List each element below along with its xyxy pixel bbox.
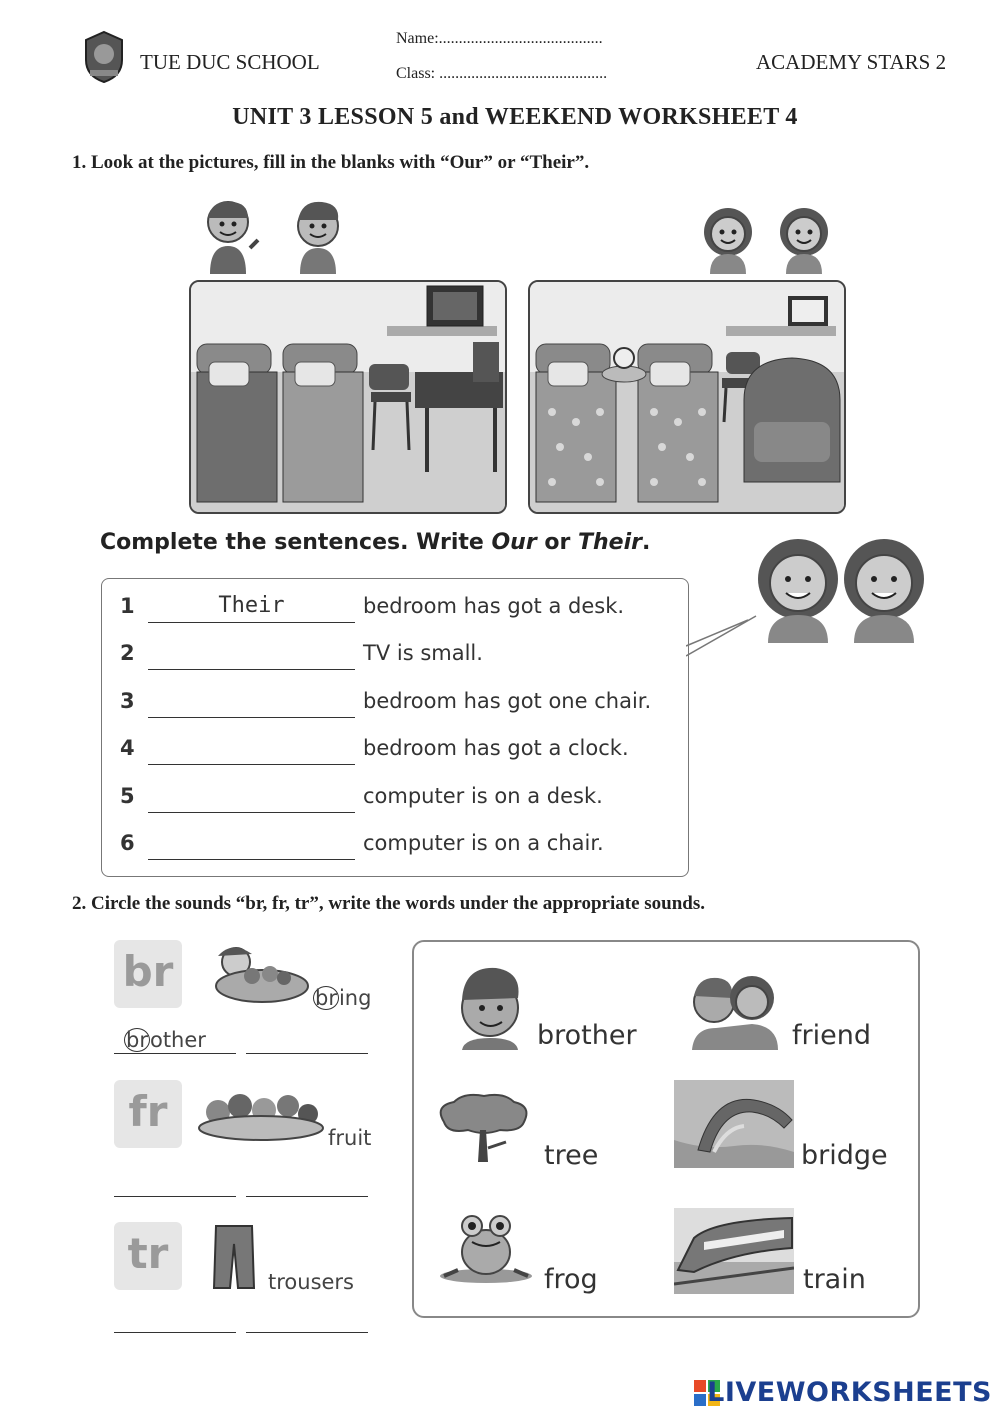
speech-bubble-tail bbox=[686, 612, 758, 662]
girl-bringing-fruit-illustration bbox=[192, 940, 312, 1010]
word-frog: frog bbox=[544, 1264, 598, 1295]
class-field[interactable]: Class: .......................................... bbox=[396, 65, 608, 82]
trousers-illustration bbox=[212, 1224, 256, 1290]
boy-with-cap-illustration bbox=[288, 196, 350, 274]
train-picture bbox=[674, 1208, 794, 1294]
liveworksheets-brand: LIVEWORKSHEETS bbox=[707, 1377, 992, 1408]
bridge-picture bbox=[674, 1080, 794, 1168]
fruit-bowl-illustration bbox=[196, 1088, 326, 1146]
answer-line[interactable] bbox=[246, 1053, 368, 1054]
sound-fr: fr bbox=[114, 1080, 182, 1148]
answer-blank[interactable] bbox=[148, 812, 355, 813]
worksheet-title: UNIT 3 LESSON 5 and WEEKEND WORKSHEET 4 bbox=[232, 104, 798, 130]
question-1-instruction: 1. Look at the pictures, fill in the blanks with “Our” or “Their”. bbox=[72, 152, 590, 173]
word-bank-box bbox=[412, 940, 920, 1318]
answer-blank[interactable] bbox=[148, 669, 355, 670]
answer-blank[interactable] bbox=[148, 622, 355, 623]
girls-bedroom-picture bbox=[528, 280, 846, 514]
answer-blank[interactable] bbox=[148, 717, 355, 718]
answer-line[interactable] bbox=[114, 1196, 236, 1197]
word-brother: brother bbox=[537, 1020, 637, 1051]
word-bridge: bridge bbox=[801, 1140, 888, 1171]
boy-illustration bbox=[200, 196, 262, 274]
answer-text: Their bbox=[218, 593, 285, 618]
frog-picture bbox=[436, 1208, 536, 1284]
answer-blank[interactable] bbox=[148, 764, 355, 765]
answer-line[interactable] bbox=[114, 1053, 236, 1054]
answer-line[interactable] bbox=[246, 1196, 368, 1197]
question-2-instruction: 2. Circle the sounds “br, fr, tr”, write the words under the appropriate sounds. bbox=[72, 893, 706, 914]
brother-picture bbox=[454, 962, 524, 1050]
course-name: ACADEMY STARS 2 bbox=[756, 50, 947, 74]
boys-bedroom-picture bbox=[189, 280, 507, 514]
name-field[interactable]: Name:......................................... bbox=[396, 30, 603, 47]
word-tree: tree bbox=[544, 1140, 599, 1171]
school-name: TUE DUC SCHOOL bbox=[140, 50, 320, 74]
two-girls-speaking-illustration bbox=[752, 535, 932, 643]
friends-picture bbox=[688, 966, 782, 1050]
answer-line[interactable] bbox=[246, 1332, 368, 1333]
complete-instruction: Complete the sentences. Write Our or Their. bbox=[100, 530, 651, 555]
girl-illustration bbox=[700, 204, 756, 274]
answer-word-brother: brother bbox=[126, 1028, 206, 1052]
example-word-bring: bring bbox=[315, 986, 372, 1010]
example-word-fruit: fruit bbox=[328, 1126, 372, 1150]
school-crest-logo bbox=[80, 30, 128, 84]
sentences-box: 1 Their bedroom has got a desk. 2 TV is small. 3 bedroom has got one chair. 4 bedroom has got a clock. 5 computer is on a desk. 6 computer is on a chair. bbox=[101, 578, 689, 877]
girl-illustration bbox=[776, 204, 832, 274]
answer-blank[interactable] bbox=[148, 859, 355, 860]
word-train: train bbox=[803, 1264, 866, 1295]
sound-br: br bbox=[114, 940, 182, 1008]
example-word-trousers: trousers bbox=[268, 1270, 354, 1294]
sound-tr: tr bbox=[114, 1222, 182, 1290]
answer-line[interactable] bbox=[114, 1332, 236, 1333]
tree-picture bbox=[434, 1092, 534, 1166]
word-friend: friend bbox=[792, 1020, 871, 1051]
